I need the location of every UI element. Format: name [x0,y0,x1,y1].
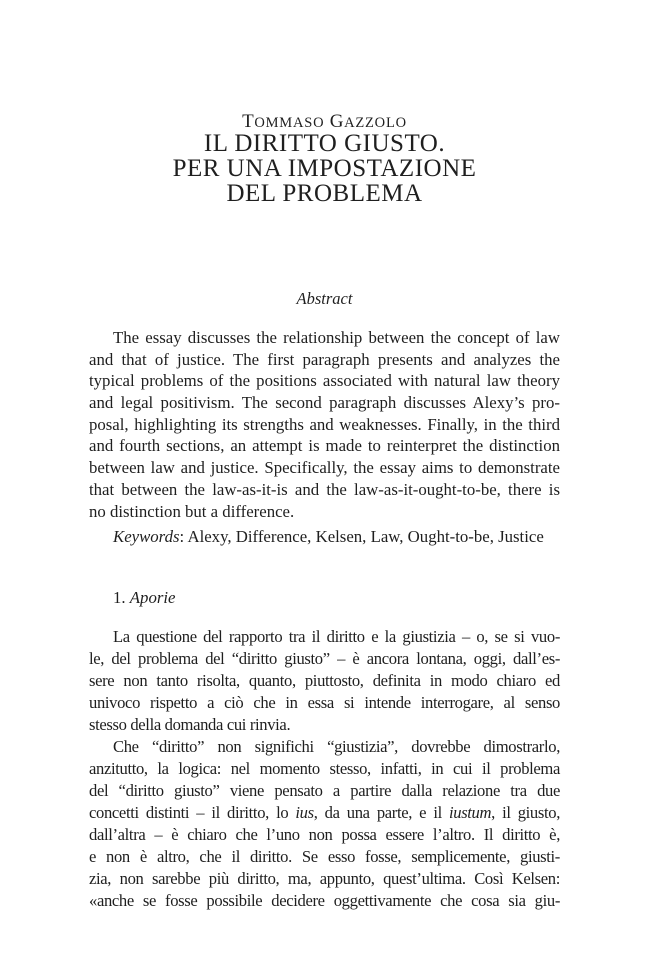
body-line: Che “diritto” non significhi “giustizia”, dovrebbe dimostrarlo, [113,737,560,756]
author-first-rest: OMMASO [254,115,325,131]
keywords-label: Keywords [113,527,180,546]
body-line: le, del problema del “diritto giusto” – è ancora lontana, oggi, dall’es- [89,649,560,668]
body-line: zia, non sarebbe più diritto, ma, appunto, quest’ultima. Così Kelsen: [89,869,560,888]
body-line: dall’altra – è chiaro che l’uno non possa essere l’altro. Il diritto è, [89,825,560,844]
abstract-line: and legal positivism. The second paragraph discusses Alexy’s pro- [89,393,560,413]
abstract-text [89,327,560,522]
title-line: DEL PROBLEMA [226,180,423,207]
section-title: Aporie [129,588,176,607]
abstract-line: and that of justice. The first paragraph presents and analyzes the [89,349,560,369]
body-line: «anche se fosse possibile decidere oggettivamente che cosa sia giu- [89,891,560,910]
paper-title [89,131,560,206]
body-line: La questione del rapporto tra il diritto e la giustizia – o, se si vuo- [113,627,560,646]
body-line: stesso della domanda cui rinvia. [89,715,291,734]
body-line: univoco rispetto a ciò che in essa si intende interrogare, al senso [89,693,560,712]
title-line: PER UNA IMPOSTAZIONE [172,155,477,182]
author-last-rest: AZZOLO [344,115,407,131]
abstract-line: The essay discusses the relationship between the concept of law [113,328,560,347]
abstract-line: that between the law-as-it-is and the law-as-it-ought-to-be, there is [89,479,560,499]
body-line: sere non tanto risolta, quanto, piuttosto, definita in modo chiaro ed [89,671,560,690]
section-heading [113,587,175,609]
keywords-list: : Alexy, Difference, Kelsen, Law, Ought-to-be, Justice [179,527,544,546]
section-number: 1. [113,588,126,607]
abstract-line: and fourth sections, an attempt is made to reinterpret the distinction [89,436,560,456]
body-line: e non è altro, che il diritto. Se esso fosse, semplicemente, giusti- [89,847,560,866]
title-line: IL DIRITTO GIUSTO. [203,130,446,157]
author-first-initial: T [242,111,255,132]
abstract-line: between law and justice. Specifically, the essay aims to demonstrate [89,458,560,478]
abstract-line: no distinction but a difference. [89,501,295,521]
abstract-line: typical problems of the positions associated with natural law theory [89,371,560,391]
body-line: anzitutto, la logica: nel momento stesso, infatti, in cui il problema [89,759,560,778]
keywords [113,526,544,548]
abstract-heading: Abstract [296,289,353,308]
body-text [89,626,560,912]
author-last-initial: G [329,111,345,132]
body-line: concetti distinti – il diritto, lo ius, da una parte, e il iustum, il giusto, [89,803,560,822]
abstract-line: posal, highlighting its strengths and weaknesses. Finally, in the third [89,414,560,434]
body-line: del “diritto giusto” viene pensato a partire dalla relazione tra due [89,781,560,800]
